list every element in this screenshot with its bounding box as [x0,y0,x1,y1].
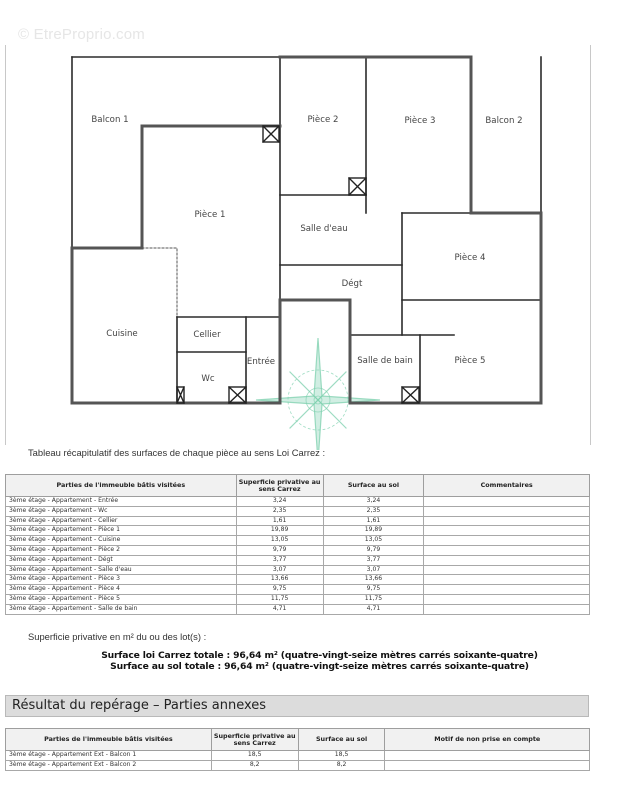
table-caption: Tableau récapitulatif des surfaces de chaque pièce au sens Loi Carrez : [28,447,326,458]
room-label-piece2: Pièce 2 [307,115,339,125]
cell-sol: 4,71 [323,604,424,614]
cell-partie: 3ème étage - Appartement - Cuisine [6,536,237,546]
col-header-parties: Parties de l'immeuble bâtis visitées [6,729,212,751]
surfaces-table [5,474,590,615]
table-row [6,604,590,614]
table-row [6,555,590,565]
cell-comment [424,565,590,575]
carrez-total: Surface loi Carrez totale : 96,64 m² (quatre-vingt-seize mètres carrés soixante-quatre) [101,650,538,661]
room-label-balcon1: Balcon 1 [91,115,129,125]
cell-partie: 3ème étage - Appartement - Pièce 3 [6,575,237,585]
duct-icon [229,387,246,403]
cell-sol: 3,24 [323,497,424,507]
cell-comment [424,497,590,507]
col-header-parties: Parties de l'immeuble bâtis visitées [6,475,237,497]
dotted-partition [142,248,177,317]
annex-table [5,728,590,771]
annex-section-title: Résultat du repérage – Parties annexes [12,698,267,713]
cell-sol: 9,75 [323,585,424,595]
table-row [6,506,590,516]
col-header-motif: Motif de non prise en compte [385,729,590,751]
cell-comment [424,536,590,546]
cell-comment [424,506,590,516]
col-header-sol: Surface au sol [298,729,385,751]
cell-comment [424,545,590,555]
col-header-carrez: Superficie privative au sens Carrez [211,729,298,751]
cell-comment [424,575,590,585]
cell-sol: 13,05 [323,536,424,546]
annex-table-row [6,760,590,770]
cell-comment [424,585,590,595]
cell-carrez: 4,71 [236,604,323,614]
table-row [6,565,590,575]
table-row [6,585,590,595]
cell-carrez: 19,89 [236,526,323,536]
table-row [6,536,590,546]
cell-partie: 3ème étage - Appartement - Salle d'eau [6,565,237,575]
cell-comment [385,751,590,761]
room-label-cellier: Cellier [193,330,221,340]
cell-carrez: 9,75 [236,585,323,595]
table-row [6,594,590,604]
duct-icon [177,387,184,403]
cell-partie: 3ème étage - Appartement - Cellier [6,516,237,526]
cell-sol: 13,66 [323,575,424,585]
cell-partie: 3ème étage - Appartement - Pièce 5 [6,594,237,604]
room-label-salle_bain: Salle de bain [357,356,413,366]
summary-intro: Superficie privative en m² du ou des lot(s) : [28,631,207,642]
cell-partie: 3ème étage - Appartement - Salle de bain [6,604,237,614]
compass-rose-icon [256,338,380,450]
room-label-balcon2: Balcon 2 [485,116,523,126]
cell-sol: 11,75 [323,594,424,604]
annex-section-header [5,695,589,717]
room-label-piece4: Pièce 4 [454,253,486,263]
room-label-piece1: Pièce 1 [194,210,226,220]
cell-partie: 3ème étage - Appartement Ext - Balcon 1 [6,751,212,761]
cell-carrez: 3,77 [236,555,323,565]
cell-sol: 1,61 [323,516,424,526]
col-header-sol: Surface au sol [323,475,424,497]
cell-partie: 3ème étage - Appartement - Pièce 4 [6,585,237,595]
room-label-degt: Dégt [341,279,363,289]
cell-sol: 3,77 [323,555,424,565]
cell-comment [424,526,590,536]
room-label-piece3: Pièce 3 [404,116,436,126]
cell-sol: 2,35 [323,506,424,516]
room-label-wc: Wc [201,374,215,384]
table-row [6,545,590,555]
cell-carrez: 9,79 [236,545,323,555]
cell-carrez: 1,61 [236,516,323,526]
sol-total: Surface au sol totale : 96,64 m² (quatre-vingt-seize mètres carrés soixante-quatre) [110,661,529,672]
cell-carrez: 18,5 [211,751,298,761]
col-header-commentaires: Commentaires [424,475,590,497]
room-label-cuisine: Cuisine [106,329,138,339]
cell-partie: 3ème étage - Appartement - Dégt [6,555,237,565]
table-row [6,516,590,526]
cell-comment [424,604,590,614]
cell-sol: 19,89 [323,526,424,536]
cell-carrez: 13,66 [236,575,323,585]
cell-sol: 9,79 [323,545,424,555]
cell-partie: 3ème étage - Appartement - Wc [6,506,237,516]
duct-icon [349,178,366,195]
cell-partie: 3ème étage - Appartement Ext - Balcon 2 [6,760,212,770]
cell-comment [385,760,590,770]
watermark: © EtreProprio.com [18,26,145,43]
cell-sol: 8,2 [298,760,385,770]
duct-icon [263,126,279,142]
cell-partie: 3ème étage - Appartement - Pièce 2 [6,545,237,555]
table-row [6,497,590,507]
cell-sol: 18,5 [298,751,385,761]
cell-carrez: 3,07 [236,565,323,575]
col-header-carrez: Superficie privative au sens Carrez [236,475,323,497]
cell-sol: 3,07 [323,565,424,575]
cell-carrez: 3,24 [236,497,323,507]
room-label-salle_eau: Salle d'eau [300,224,348,234]
cell-partie: 3ème étage - Appartement - Entrée [6,497,237,507]
table-row [6,575,590,585]
cell-comment [424,516,590,526]
cell-comment [424,555,590,565]
room-label-entree: Entrée [246,357,276,367]
cell-carrez: 11,75 [236,594,323,604]
annex-table-row [6,751,590,761]
cell-carrez: 13,05 [236,536,323,546]
room-label-piece5: Pièce 5 [454,356,486,366]
duct-icon [402,387,419,403]
cell-comment [424,594,590,604]
cell-carrez: 8,2 [211,760,298,770]
cell-partie: 3ème étage - Appartement - Pièce 1 [6,526,237,536]
table-row [6,526,590,536]
cell-carrez: 2,35 [236,506,323,516]
